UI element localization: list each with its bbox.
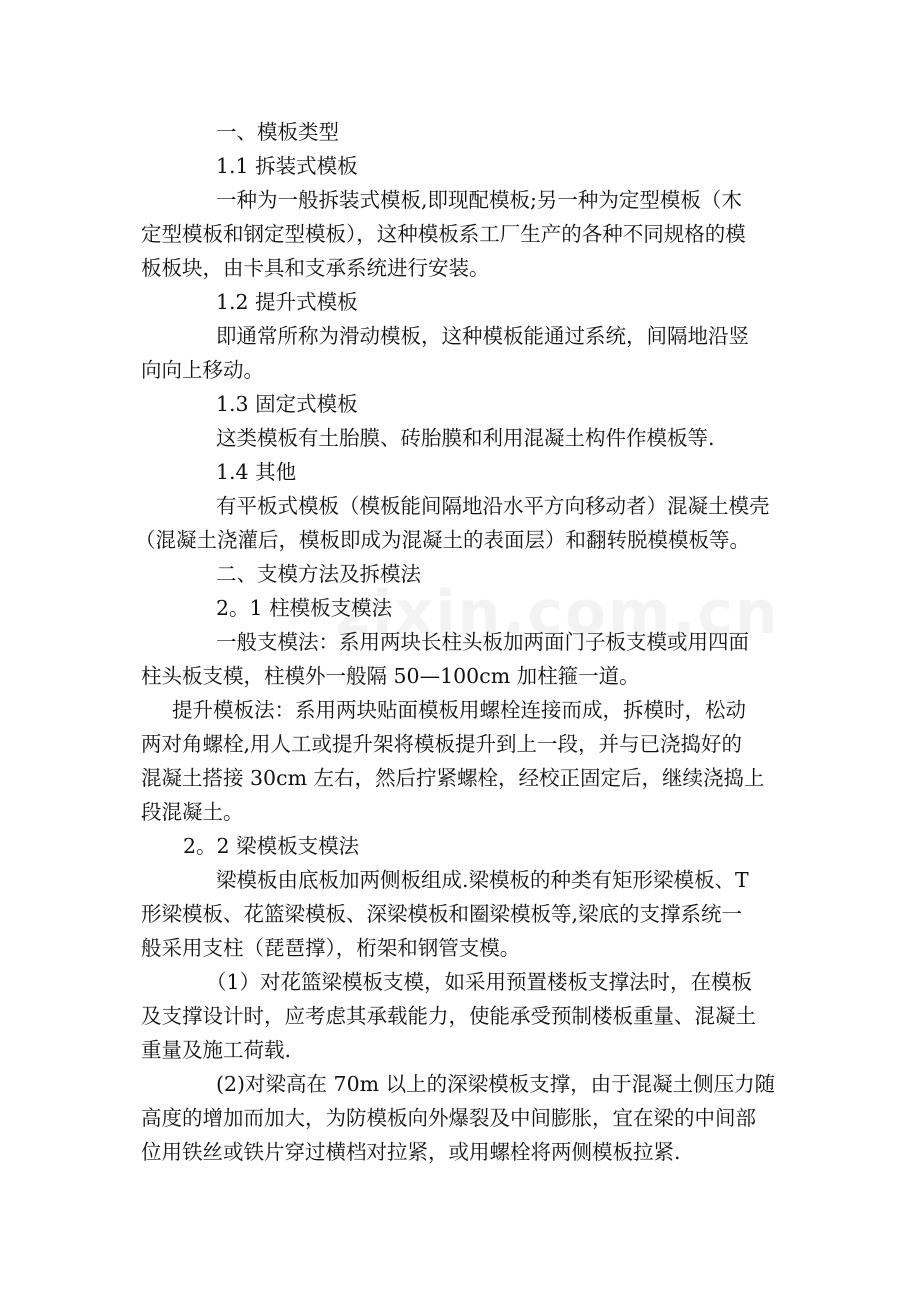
paragraph-line: 提升模板法：系用两块贴面模板用螺栓连接而成，拆模时，松动: [172, 698, 746, 722]
paragraph-line: 段混凝土。: [141, 800, 244, 824]
paragraph-line: 般采用支柱（琵琶撑），桁架和钢管支模。: [141, 936, 521, 960]
subsection-title: 1.1 拆装式模板: [216, 154, 358, 178]
paragraph-line: 及支撑设计时，应考虑其承载能力，使能承受预制楼板重量、混凝土: [141, 1004, 756, 1028]
list-item: (2)对梁高在 70m 以上的深梁模板支撑，由于混凝土侧压力随: [216, 1072, 776, 1096]
subsection-title: 1.4 其他: [216, 460, 297, 484]
paragraph-line: 重量及施工荷载.: [141, 1038, 292, 1062]
paragraph-line: 梁模板由底板加两侧板组成.梁模板的种类有矩形梁模板、T: [216, 868, 749, 892]
paragraph-line: [141, 222, 783, 246]
paragraph-line: 一种为一般拆装式模板,即现配模板;另一种为定型模板（木: [216, 188, 742, 212]
paragraph-line: 一般支模法：系用两块长柱头板加两面门子板支模或用四面: [216, 630, 749, 654]
paragraph-line: 高度的增加而加大，为防模板向外爆裂及中间膨胀，宜在梁的中间部: [141, 1106, 756, 1130]
paragraph-line: （混凝土浇灌后，模板即成为混凝土的表面层）和翻转脱模模板等。: [135, 528, 750, 552]
paragraph-line: 位用铁丝或铁片穿过横档对拉紧，或用螺栓将两侧模板拉紧.: [141, 1140, 681, 1164]
paragraph-line: 板板块，由卡具和支承系统进行安装。: [141, 256, 490, 280]
paragraph-line: 有平板式模板（模板能间隔地沿水平方向移动者）混凝土模壳: [216, 494, 770, 518]
paragraph-text: 定型模板和钢定型模板），这种模板系工厂生产的各种不同规格的模: [141, 222, 746, 246]
paragraph-line: 这类模板有土胎膜、砖胎膜和利用混凝土构件作模板等.: [216, 426, 715, 450]
paragraph-line: 柱头板支模，柱模外一般隔 50—100cm 加柱箍一道。: [141, 664, 640, 688]
subsection-title: 1.2 提升式模板: [216, 290, 358, 314]
paragraph-line: 形梁模板、花篮梁模板、深梁模板和圈梁模板等,梁底的支撑系统一: [141, 902, 743, 926]
list-item: （1）对花篮梁模板支模，如采用预置楼板支撑法时，在模板: [206, 970, 753, 994]
paragraph-line: 混凝土搭接 30cm 左右，然后拧紧螺栓，经校正固定后，继续浇捣上: [141, 766, 765, 790]
subsection-title: 1.3 固定式模板: [216, 392, 358, 416]
paragraph-line: 两对角螺栓,用人工或提升架将模板提升到上一段，并与已浇捣好的: [141, 732, 743, 756]
section-heading: 一、模板类型: [216, 120, 339, 144]
subsection-title: 2。1 柱模板支模法: [216, 596, 393, 620]
paragraph-line: 向向上移动。: [141, 358, 264, 382]
paragraph-line: 即通常所称为滑动模板，这种模板能通过系统，间隔地沿竖: [216, 324, 749, 348]
section-heading: 二、支模方法及拆模法: [216, 562, 421, 586]
subsection-title: 2。2 梁模板支模法: [183, 834, 360, 858]
